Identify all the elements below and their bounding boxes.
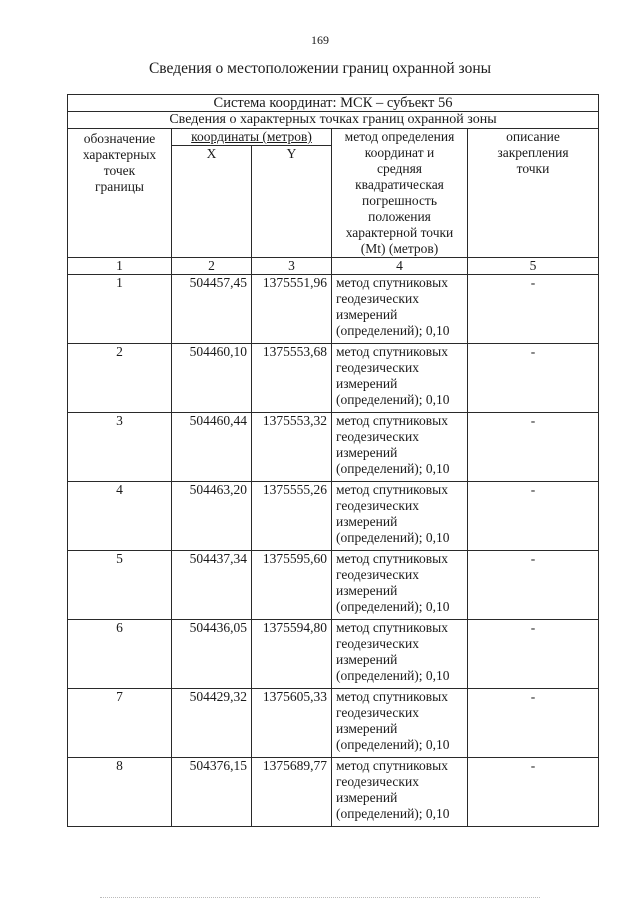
method-cell bbox=[332, 551, 468, 620]
table-row bbox=[68, 344, 599, 413]
method-line: метод спутниковых bbox=[336, 482, 448, 497]
x-coordinate-cell: 504436,05 bbox=[172, 620, 252, 689]
method-cell bbox=[332, 758, 468, 827]
method-line: геодезических bbox=[336, 291, 419, 306]
column-number: 4 bbox=[332, 258, 468, 275]
method-line: измерений bbox=[336, 307, 398, 322]
header-y: Y bbox=[252, 146, 332, 258]
method-line: измерений bbox=[336, 652, 398, 667]
method-line: (определений); 0,10 bbox=[336, 530, 450, 545]
header-description bbox=[468, 129, 599, 258]
document-title: Сведения о местоположении границ охранной зоны bbox=[148, 60, 492, 77]
scan-artifact-line bbox=[100, 897, 540, 900]
method-line: метод спутниковых bbox=[336, 620, 448, 635]
method-cell bbox=[332, 344, 468, 413]
method-line: геодезических bbox=[336, 705, 419, 720]
x-coordinate-cell: 504463,20 bbox=[172, 482, 252, 551]
method-line: геодезических bbox=[336, 567, 419, 582]
method-line: измерений bbox=[336, 790, 398, 805]
method-line: (определений); 0,10 bbox=[336, 806, 450, 821]
header-designation-line: обозначение bbox=[83, 131, 156, 146]
header-description-line: закрепления bbox=[497, 145, 569, 160]
x-coordinate-cell: 504437,34 bbox=[172, 551, 252, 620]
description-cell: - bbox=[468, 482, 599, 551]
method-line: метод спутниковых bbox=[336, 758, 448, 773]
method-line: (определений); 0,10 bbox=[336, 323, 450, 338]
method-line: метод спутниковых bbox=[336, 344, 448, 359]
x-coordinate-cell: 504460,44 bbox=[172, 413, 252, 482]
y-coordinate-cell: 1375594,80 bbox=[252, 620, 332, 689]
point-number-cell: 6 bbox=[68, 620, 172, 689]
table-row bbox=[68, 551, 599, 620]
description-cell: - bbox=[468, 689, 599, 758]
method-line: геодезических bbox=[336, 636, 419, 651]
method-line: измерений bbox=[336, 514, 398, 529]
column-number: 2 bbox=[172, 258, 252, 275]
table-row bbox=[68, 275, 599, 344]
x-coordinate-cell: 504460,10 bbox=[172, 344, 252, 413]
method-line: геодезических bbox=[336, 774, 419, 789]
description-cell: - bbox=[468, 758, 599, 827]
header-designation-line: характерных bbox=[82, 147, 157, 162]
method-line: (определений); 0,10 bbox=[336, 392, 450, 407]
description-cell: - bbox=[468, 551, 599, 620]
table-row bbox=[68, 620, 599, 689]
method-cell bbox=[332, 275, 468, 344]
method-cell bbox=[332, 689, 468, 758]
method-line: метод спутниковых bbox=[336, 689, 448, 704]
header-x: X bbox=[172, 146, 252, 258]
point-number-cell: 8 bbox=[68, 758, 172, 827]
page-number: 169 bbox=[311, 33, 329, 47]
description-cell: - bbox=[468, 620, 599, 689]
y-coordinate-cell: 1375595,60 bbox=[252, 551, 332, 620]
header-coordinates bbox=[172, 129, 332, 146]
method-line: (определений); 0,10 bbox=[336, 737, 450, 752]
x-coordinate-cell: 504429,32 bbox=[172, 689, 252, 758]
x-coordinate-cell: 504457,45 bbox=[172, 275, 252, 344]
x-coordinate-cell: 504376,15 bbox=[172, 758, 252, 827]
method-line: метод спутниковых bbox=[336, 413, 448, 428]
point-number-cell: 3 bbox=[68, 413, 172, 482]
method-line: измерений bbox=[336, 376, 398, 391]
header-coordinates-label: координаты (метров) bbox=[191, 129, 312, 144]
header-method-line: средняя bbox=[376, 161, 423, 176]
method-cell bbox=[332, 413, 468, 482]
point-number-cell: 2 bbox=[68, 344, 172, 413]
description-cell: - bbox=[468, 413, 599, 482]
header-method bbox=[332, 129, 468, 258]
header-designation-line: границы bbox=[94, 179, 145, 194]
point-number-cell: 1 bbox=[68, 275, 172, 344]
table-row bbox=[68, 413, 599, 482]
y-coordinate-cell: 1375689,77 bbox=[252, 758, 332, 827]
method-cell bbox=[332, 482, 468, 551]
column-number: 3 bbox=[252, 258, 332, 275]
method-line: метод спутниковых bbox=[336, 551, 448, 566]
y-coordinate-cell: 1375553,32 bbox=[252, 413, 332, 482]
table-subtitle: Сведения о характерных точках границ охранной зоны bbox=[68, 112, 599, 129]
method-line: измерений bbox=[336, 583, 398, 598]
header-method-line: (Mt) (метров) bbox=[360, 241, 439, 256]
description-cell: - bbox=[468, 344, 599, 413]
header-method-line: квадратическая bbox=[355, 177, 444, 192]
y-coordinate-cell: 1375605,33 bbox=[252, 689, 332, 758]
method-line: геодезических bbox=[336, 360, 419, 375]
header-method-line: метод определения bbox=[344, 129, 455, 144]
method-line: (определений); 0,10 bbox=[336, 461, 450, 476]
y-coordinate-cell: 1375553,68 bbox=[252, 344, 332, 413]
header-method-line: характерной точки bbox=[345, 225, 454, 240]
coordinate-system-label: Система координат: МСК – субъект 56 bbox=[68, 95, 599, 112]
method-cell bbox=[332, 620, 468, 689]
table-row bbox=[68, 689, 599, 758]
point-number-cell: 4 bbox=[68, 482, 172, 551]
method-line: (определений); 0,10 bbox=[336, 668, 450, 683]
header-method-line: погрешность bbox=[361, 193, 437, 208]
header-description-line: описание bbox=[506, 129, 560, 144]
method-line: геодезических bbox=[336, 498, 419, 513]
header-description-line: точки bbox=[516, 161, 550, 176]
method-line: измерений bbox=[336, 445, 398, 460]
description-cell: - bbox=[468, 275, 599, 344]
point-number-cell: 5 bbox=[68, 551, 172, 620]
header-designation bbox=[68, 129, 172, 258]
method-line: измерений bbox=[336, 721, 398, 736]
method-line: (определений); 0,10 bbox=[336, 599, 450, 614]
method-line: метод спутниковых bbox=[336, 275, 448, 290]
point-number-cell: 7 bbox=[68, 689, 172, 758]
y-coordinate-cell: 1375555,26 bbox=[252, 482, 332, 551]
method-line: геодезических bbox=[336, 429, 419, 444]
column-number: 5 bbox=[468, 258, 599, 275]
table-row bbox=[68, 758, 599, 827]
header-method-line: координат и bbox=[364, 145, 435, 160]
boundary-points-table bbox=[67, 94, 599, 827]
header-designation-line: точек bbox=[103, 163, 136, 178]
column-number: 1 bbox=[68, 258, 172, 275]
table-row bbox=[68, 482, 599, 551]
header-method-line: положения bbox=[368, 209, 431, 224]
y-coordinate-cell: 1375551,96 bbox=[252, 275, 332, 344]
